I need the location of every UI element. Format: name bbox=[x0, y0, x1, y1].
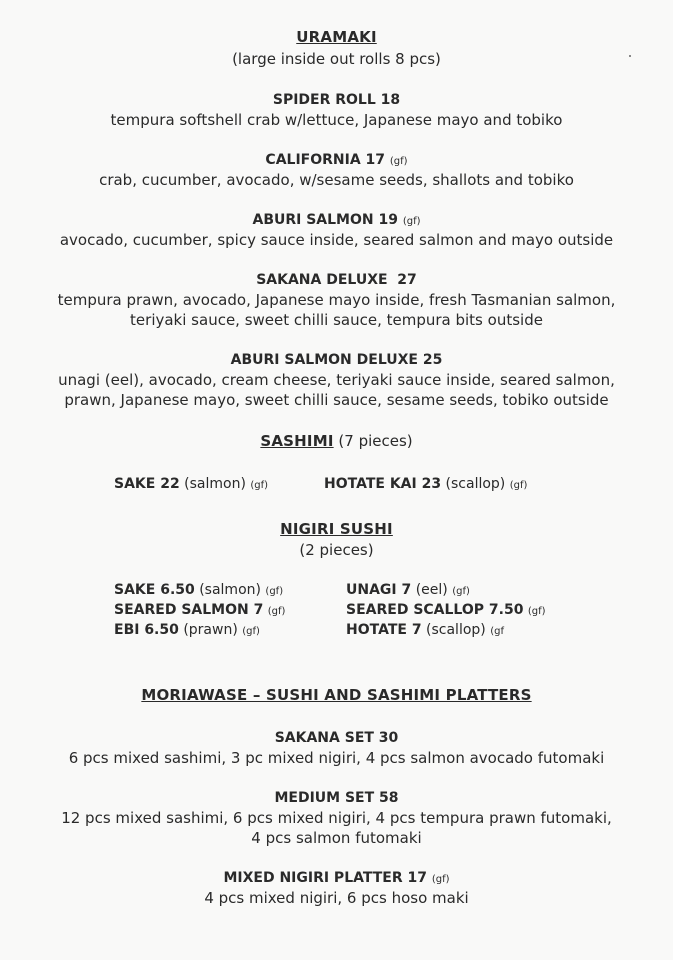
sashimi-item: SAKE 22 (salmon) (gf) bbox=[114, 476, 269, 492]
sashimi-subtitle: (7 pieces) bbox=[338, 432, 413, 450]
gluten-free-tag: (gf) bbox=[242, 626, 260, 637]
nigiri-heading: NIGIRI SUSHI bbox=[280, 520, 393, 538]
nigiri-item: UNAGI 7 (eel) (gf) bbox=[346, 582, 470, 598]
menu-item-description: tempura prawn, avocado, Japanese mayo inside, fresh Tasmanian salmon, bbox=[57, 291, 616, 309]
menu-item-name: SAKANA DELUXE 27 bbox=[256, 272, 417, 288]
nigiri-item: SAKE 6.50 (salmon) (gf) bbox=[114, 582, 284, 598]
paper-speck bbox=[629, 55, 631, 57]
menu-item-description: crab, cucumber, avocado, w/sesame seeds, shallots and tobiko bbox=[99, 171, 574, 189]
sashimi-heading-row bbox=[0, 432, 673, 450]
gluten-free-tag: (gf) bbox=[431, 874, 450, 885]
nigiri-item: HOTATE 7 (scallop) (gf bbox=[346, 622, 504, 638]
gluten-free-tag: (gf) bbox=[389, 156, 408, 167]
sashimi-item: HOTATE KAI 23 (scallop) (gf) bbox=[324, 476, 528, 492]
nigiri-subtitle: (2 pieces) bbox=[299, 541, 374, 559]
nigiri-item: SEARED SALMON 7 (gf) bbox=[114, 602, 286, 618]
gluten-free-tag: (gf) bbox=[250, 480, 269, 491]
menu-item-description: 12 pcs mixed sashimi, 6 pcs mixed nigiri, 4 pcs tempura prawn futomaki, bbox=[61, 809, 612, 827]
gluten-free-tag: (gf) bbox=[509, 480, 528, 491]
gluten-free-tag: (gf) bbox=[452, 586, 470, 597]
gluten-free-tag: (gf) bbox=[527, 606, 546, 617]
nigiri-item: SEARED SCALLOP 7.50 (gf) bbox=[346, 602, 546, 618]
sashimi-heading: SASHIMI bbox=[260, 432, 334, 450]
menu-item-description: teriyaki sauce, sweet chilli sauce, tempura bits outside bbox=[130, 311, 543, 329]
menu-item-name: MIXED NIGIRI PLATTER 17 (gf) bbox=[223, 870, 450, 886]
gluten-free-tag: (gf) bbox=[265, 586, 284, 597]
menu-item-name: CALIFORNIA 17 (gf) bbox=[265, 152, 408, 168]
menu-item-name: SPIDER ROLL 18 bbox=[272, 92, 401, 108]
uramaki-heading: URAMAKI bbox=[296, 28, 377, 46]
menu-item-description: 4 pcs mixed nigiri, 6 pcs hoso maki bbox=[204, 889, 469, 907]
nigiri-item: EBI 6.50 (prawn) (gf) bbox=[114, 622, 260, 638]
gluten-free-tag: (gf bbox=[490, 626, 504, 637]
menu-item-description: 6 pcs mixed sashimi, 3 pc mixed nigiri, 4 pcs salmon avocado futomaki bbox=[68, 749, 605, 767]
gluten-free-tag: (gf) bbox=[267, 606, 286, 617]
menu-item-name: ABURI SALMON 19 (gf) bbox=[252, 212, 421, 228]
menu-item-description: prawn, Japanese mayo, sweet chilli sauce, sesame seeds, tobiko outside bbox=[64, 391, 609, 409]
uramaki-subtitle: (large inside out rolls 8 pcs) bbox=[232, 50, 441, 68]
menu-item-name: SAKANA SET 30 bbox=[274, 730, 399, 746]
moriawase-heading: MORIAWASE – SUSHI AND SASHIMI PLATTERS bbox=[141, 686, 532, 704]
menu-item-description: unagi (eel), avocado, cream cheese, teriyaki sauce inside, seared salmon, bbox=[58, 371, 615, 389]
menu-item-description: tempura softshell crab w/lettuce, Japanese mayo and tobiko bbox=[110, 111, 563, 129]
gluten-free-tag: (gf) bbox=[402, 216, 421, 227]
menu-item-name: MEDIUM SET 58 bbox=[274, 790, 399, 806]
menu-item-description: 4 pcs salmon futomaki bbox=[251, 829, 422, 847]
menu-item-description: avocado, cucumber, spicy sauce inside, seared salmon and mayo outside bbox=[59, 231, 614, 249]
menu-item-name: ABURI SALMON DELUXE 25 bbox=[230, 352, 443, 368]
